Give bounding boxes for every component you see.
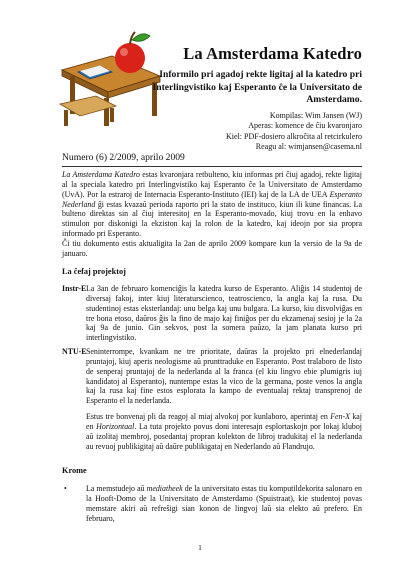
credits-block xyxy=(170,111,362,152)
intro-paragraph-1: La Amsterdama Katedro estas kvaronjara retbulteno, kiu informas pri ĉiuj agadoj, rekte ligitaj al la speciala katedro pri Interlingvistiko kaj Esperanto ĉe la Universitato de Amsterdamo (UvA). Por la estraroj de Internacia Esperanto-Instituto (IEI) kaj de la LA de UEA Esperanto Nederland ĝi estas kvazaŭ perioda raporto pri la stato de instituco, kiun ili kune financas. La bulteno direktas sin al ĉiuj interesitoj en la Esperanto-movado, kiuj trovu en la enhavo stimulon por diskonigi la ekziston kaj la rolon de la katedro, kaj ideojn por sia propra informado pri Esperanto. xyxy=(62,170,362,239)
list-item-text: La memstudejo aŭ mediatheek de la universitato estas tiu komputildekorita salonaro en la Hooft-Domo de la Universitato de Amsterdamo (Spuistraat), kie studentoj povas memstare akiri aŭ refreŝigi sian konon de lingvoj laŭ sia elekto aŭ prefero. En februaro, xyxy=(86,484,362,523)
project-description xyxy=(86,347,362,451)
header-divider xyxy=(62,166,362,167)
ntu-paragraph-1: Seninterrompe, kvankam ne tre prioritate, daŭras la projekto pri elnederlandaj pruntajoj, kiuj aperis neologisme aŭ prunttradukе en Esperanto. Post tralaboro de listo de senperaj pruntajoj de la nederlanda al la franca (el kiu lingvo ebie plumigris iuj kandidatoj al Esperanto), nuntempe estas la vico de la germana, poste venos la angla kaj la rusa kaj fine estos esplorata la kampo de eventualaj rektaj transprenoj de Esperanto el la nederlanda. xyxy=(86,347,362,406)
list-item xyxy=(62,484,362,523)
horizontaal-em: Horizontaal xyxy=(96,421,135,431)
intro-text xyxy=(62,170,362,259)
esperanto-nederland-em: Esperanto Nederland xyxy=(62,189,362,209)
credits-compiler: Kompilas: Wim Jansen (WJ) xyxy=(269,111,362,120)
section-heading-projects: La ĉefaj projektoj xyxy=(62,267,126,276)
intro-paragraph-2: Ĉi tiu dokumento estis aktualigita la 2an de aprilo 2009 kompare kun la versio de la 9a de januaro. xyxy=(62,238,362,258)
mediatheek-em: mediatheek xyxy=(146,484,183,493)
project-label: NTU-E xyxy=(62,347,87,356)
bullet-icon: • xyxy=(64,484,67,493)
issue-number: Numero (6) 2/2009, aprilo 2009 xyxy=(62,152,185,163)
section-heading-krome: Krome xyxy=(62,466,87,475)
project-description: La 3an de februaro komenciĝis la katedra kurso de Esperanto. Aliĝis 14 studentoj de diversaj fakoj, inter kiuj literaturscienco, teatroscienco, la angla kaj la rusa. Du studentinoj estas eksterlandaj: unu belga kaj unu bulgara. La kurso, kiu disvolviĝas en tre bona etoso, daŭros ĝis la fino de majo kaj finiĝos per du ekzamenaj sesioj je la 2a kaj 9a de junio. Gin sekvos, post la somera paŭzo, la jam planata kurso pri interlingvistiko. xyxy=(86,284,362,343)
project-instr-e xyxy=(62,284,362,343)
bulletin-name-em: La Amsterdama Katedro xyxy=(62,170,140,179)
page-number: 1 xyxy=(198,543,202,552)
ntu-paragraph-2: Estus tre bonvenaj pli da reagoj al miaj alvokoj por kunlaboro, aperintaj en Fen-X kaj en Horizontaal. La tuta projekto povus doni interesajn esplortaskojn por lokaj kluboj aŭ izolitaj membroj, posedantaj propran kolekton de libroj tradukitaj el la nederlanda au revuoj publikigitaj aŭ daŭre publikigataj en Nederlando aŭ Flandrujo. xyxy=(86,412,362,451)
project-label: Instr-E xyxy=(62,284,87,293)
bulletin-title: La Amsterdama Katedro xyxy=(183,44,362,63)
credits-contact: Reagu al: wimjansen@casema.nl xyxy=(255,141,362,151)
credits-frequency: Aperas: komence de ĉiu kvaronjaro xyxy=(248,121,362,131)
credits-format: Kiel: PDF-dosiero alkroĉita al retcirkulero xyxy=(226,131,362,141)
bulletin-subtitle: Informilo pri agadoj rekte ligitaj al la katedro pri Interlingvistiko kaj Esperanto ĉe la Universitato de Amsterdamo. xyxy=(152,69,362,105)
project-ntu-e xyxy=(62,347,362,457)
fen-x-em: Fen-X xyxy=(330,412,350,422)
